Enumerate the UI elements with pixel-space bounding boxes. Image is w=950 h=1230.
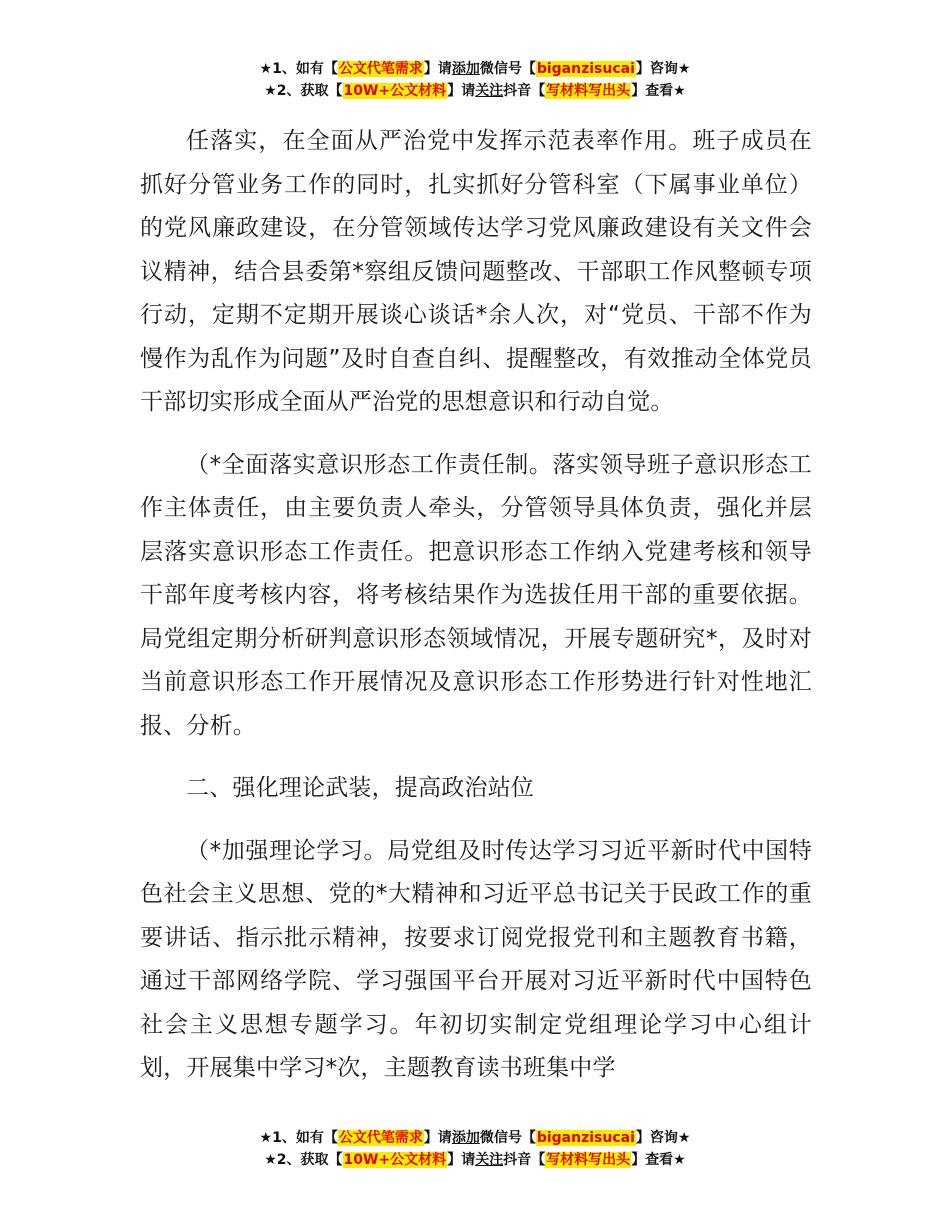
bracket: 】	[635, 1130, 650, 1146]
paragraph-2: （*全面落实意识形态工作责任制。落实领导班子意识形态工作主体责任，由主要负责人牵头，分管领导具体负责，强化并层层落实意识形态工作责任。把意识形态工作纳入党建考核和领导干部年度考核内容，将考核结果作为选拔任用干部的重要依据。局党组定期分析研判意识形态领域情况，开展专题研究*，及时对当前意识形态工作开展情况及意识形态工作形势进行针对性地汇报、分析。	[140, 451, 812, 739]
bracket: 】	[631, 1152, 646, 1168]
promo-emphasis: 关注	[475, 83, 504, 99]
promo-text: ★2、获取	[264, 1152, 329, 1168]
bracket: 】	[635, 61, 650, 77]
bracket: 【	[521, 1130, 536, 1146]
promo-highlight: 公文代笔需求	[338, 61, 423, 77]
section-heading: 二、强化理论武装，提高政治站位	[186, 775, 534, 801]
bracket: 【	[328, 1152, 343, 1168]
promo-line-1	[0, 58, 950, 80]
promo-highlight: 10W+公文材料	[343, 83, 447, 99]
promo-text: 请	[437, 1130, 452, 1146]
bracket: 】	[423, 1130, 438, 1146]
promo-emphasis: 添加	[451, 61, 480, 77]
paragraph-3: （*加强理论学习。局党组及时传达学习习近平新时代中国特色社会主义思想、党的*大精神和习近平总书记关于民政工作的重要讲话、指示批示精神，按要求订阅党报党刊和主题教育书籍，通过干部网络学院、学习强国平台开展对习近平新时代中国特色社会主义思想专题学习。年初切实制定党组理论学习中心组计划，开展集中学习*次，主题教育读书班集中学	[140, 837, 812, 1081]
promo-text: 抖音	[503, 1152, 532, 1168]
promo-text: 查看★	[645, 1152, 686, 1168]
promo-highlight: 写材料写出头	[546, 83, 631, 99]
bracket: 】	[631, 83, 646, 99]
bracket: 【	[323, 61, 338, 77]
promo-highlight: biganzisucai	[536, 61, 635, 77]
promo-emphasis: 添加	[451, 1130, 480, 1146]
bracket: 】	[447, 1152, 462, 1168]
paragraph-1: 任落实，在全面从严治党中发挥示范表率作用。班子成员在抓好分管业务工作的同时，扎实抓好分管科室（下属事业单位）的党风廉政建设，在分管领域传达学习党风廉政建设有关文件会议精神，结合县委第*察组反馈问题整改、干部职工作风整顿专项行动，定期不定期开展谈心谈话*余人次，对“党员、干部不作为慢作为乱作为问题”及时自查自纠、提醒整改，有效推动全体党员干部切实形成全面从严治党的思想意识和行动自觉。	[140, 128, 812, 415]
promo-text: 微信号	[479, 61, 522, 77]
promo-text: 微信号	[479, 1130, 522, 1146]
promo-text: 抖音	[503, 83, 532, 99]
bracket: 【	[531, 83, 546, 99]
bracket: 【	[328, 83, 343, 99]
promo-text: 请	[461, 1152, 476, 1168]
promo-text: 咨询★	[649, 1130, 691, 1146]
promo-text: 请	[437, 61, 452, 77]
bracket: 【	[531, 1152, 546, 1168]
promo-banner-top	[0, 58, 950, 102]
bracket: 【	[323, 1130, 338, 1146]
promo-line-1	[0, 1127, 950, 1149]
promo-highlight: 公文代笔需求	[338, 1130, 423, 1146]
promo-text: 查看★	[645, 83, 686, 99]
promo-line-2	[0, 80, 950, 102]
promo-text: 咨询★	[649, 61, 691, 77]
promo-text: ★1、如有	[259, 61, 324, 77]
promo-highlight: biganzisucai	[536, 1130, 635, 1146]
bracket: 【	[521, 61, 536, 77]
promo-line-2	[0, 1149, 950, 1171]
promo-emphasis: 关注	[475, 1152, 504, 1168]
bracket: 】	[423, 61, 438, 77]
promo-text: 请	[461, 83, 476, 99]
promo-highlight: 写材料写出头	[546, 1152, 631, 1168]
document-body	[140, 120, 812, 1091]
bracket: 】	[447, 83, 462, 99]
promo-highlight: 10W+公文材料	[343, 1152, 447, 1168]
promo-text: ★1、如有	[259, 1130, 324, 1146]
promo-text: ★2、获取	[264, 83, 329, 99]
promo-banner-bottom	[0, 1127, 950, 1171]
